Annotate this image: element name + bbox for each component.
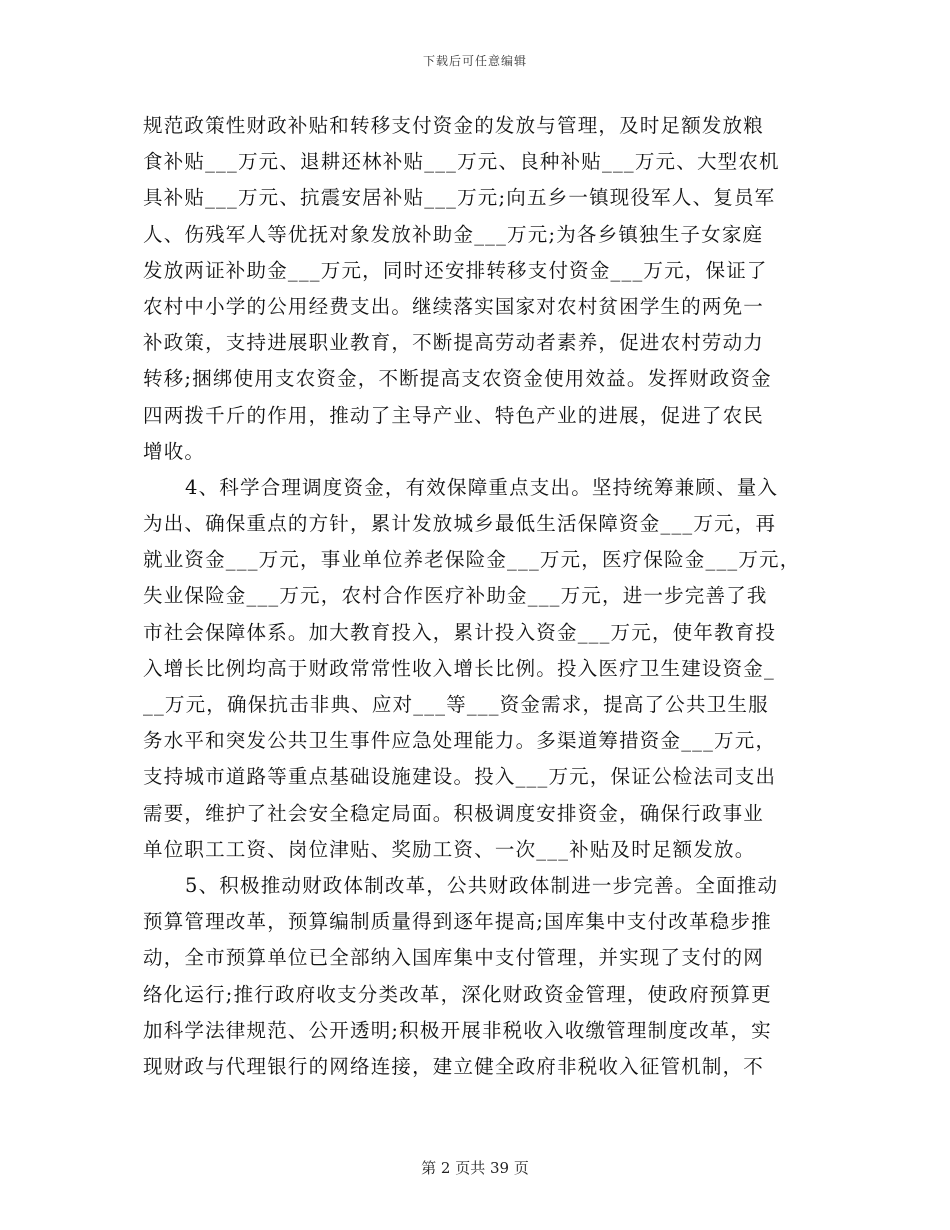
body-line: 加科学法律规范、公开透明;积极开展非税收入收缴管理制度改革，实	[143, 1018, 772, 1042]
paragraph-first-line: 5、积极推动财政体制改革，公共财政体制进一步完善。全面推动	[185, 873, 779, 897]
body-line: 入增长比例均高于财政常常性收入增长比例。投入医疗卫生建设资金_	[143, 656, 775, 680]
body-line: 市社会保障体系。加大教育投入，累计投入资金___万元，使年教育投	[143, 620, 777, 644]
page-number-footer: 第 2 页共 39 页	[421, 1159, 529, 1177]
body-line: 规范政策性财政补贴和转移支付资金的发放与管理，及时足额发放粮	[143, 114, 765, 137]
body-line: 单位职工工资、岗位津贴、奖励工资、一次___补贴及时足额发放。	[143, 837, 756, 861]
body-line: 人、伤残军人等优抚对象发放补助金___万元;为各乡镇独生子女家庭	[143, 222, 764, 246]
body-line: 为出、确保重点的方针，累计发放城乡最低生活保障资金___万元，再	[143, 512, 777, 536]
body-line: 四两拨千斤的作用，推动了主导产业、特色产业的进展，促进了农民	[143, 403, 765, 427]
body-line: 具补贴___万元、抗震安居补贴___万元;向五乡一镇现役军人、复员军	[143, 186, 776, 210]
body-line: 失业保险金___万元，农村合作医疗补助金___万元，进一步完善了我	[143, 584, 768, 608]
body-line: 务水平和突发公共卫生事件应急处理能力。多渠道筹措资金___万元，	[143, 729, 777, 753]
body-line: 食补贴___万元、退耕还林补贴___万元、良种补贴___万元、大型农机	[143, 150, 780, 174]
body-line: 动，全市预算单位已全部纳入国库集中支付管理，并实现了支付的网	[143, 946, 765, 970]
page-header: 下载后可任意编辑	[422, 54, 527, 68]
document-body	[143, 108, 813, 1085]
body-line: 预算管理改革，预算编制质量得到逐年提高;国库集中支付改革稳步推	[143, 910, 772, 934]
body-line: 就业资金___万元，事业单位养老保险金___万元，医疗保险金___万元，	[143, 548, 801, 572]
body-line: 发放两证补助金___万元，同时还安排转移支付资金___万元，保证了	[143, 258, 768, 282]
body-line: 增收。	[143, 439, 206, 463]
paragraph-first-line: 4、科学合理调度资金，有效保障重点支出。坚持统筹兼顾、量入	[185, 475, 779, 499]
body-line: 支持城市道路等重点基础设施建设。投入___万元，保证公检法司支出	[143, 765, 777, 789]
body-line: 补政策，支持进展职业教育，不断提高劳动者素养，促进农村劳动力	[143, 331, 765, 355]
body-line: 转移;捆绑使用支农资金，不断提高支农资金使用效益。发挥财政资金	[143, 367, 772, 391]
body-line: 农村中小学的公用经费支出。继续落实国家对农村贫困学生的两免一	[143, 294, 765, 318]
body-line: __万元，确保抗击非典、应对___等___资金需求，提高了公共卫生服	[143, 693, 769, 716]
body-line: 需要，维护了社会安全稳定局面。积极调度安排资金，确保行政事业	[143, 801, 765, 825]
body-line: 现财政与代理银行的网络连接，建立健全政府非税收入征管机制，不	[143, 1054, 765, 1078]
body-line: 络化运行;推行政府收支分类改革，深化财政资金管理，使政府预算更	[143, 982, 772, 1006]
